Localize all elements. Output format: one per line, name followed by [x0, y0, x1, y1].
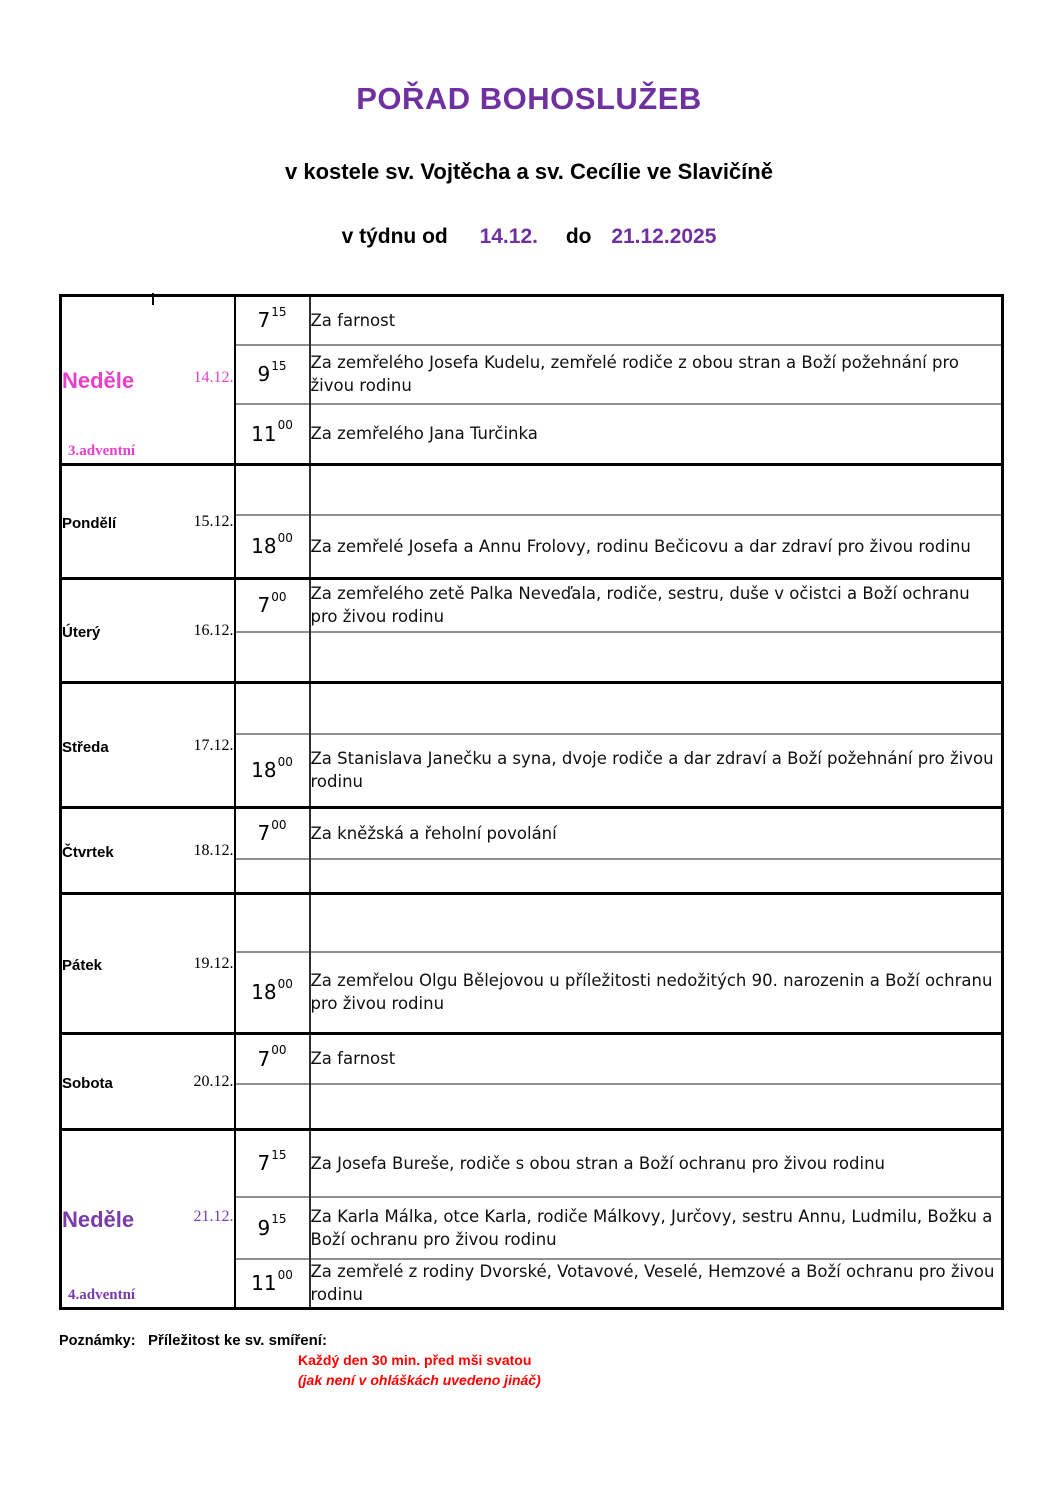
mass-intention-cell [310, 683, 1003, 734]
day-group [61, 465, 1003, 579]
mass-hour: 7 [257, 1046, 271, 1071]
day-header [62, 734, 234, 756]
mass-intention: Za kněžská a řeholní povolání [310, 823, 557, 843]
mass-row [61, 465, 1003, 515]
mass-intention-cell [310, 808, 1003, 859]
mass-time-cell [235, 734, 310, 808]
mass-row [61, 296, 1003, 345]
day-group [61, 296, 1003, 465]
mass-intention-cell [310, 579, 1003, 632]
week-from-date: 14.12. [479, 225, 538, 248]
day-cell [61, 296, 235, 465]
day-header [62, 366, 234, 393]
mass-hour: 18 [251, 534, 277, 559]
day-cell [61, 894, 235, 1034]
day-name: Středa [62, 738, 109, 756]
day-date: 20.12. [193, 1073, 234, 1091]
day-cell [61, 1034, 235, 1130]
day-name: Neděle [62, 1207, 135, 1233]
mass-time-cell [235, 1034, 310, 1084]
mass-intention: Za farnost [310, 310, 396, 330]
mass-intention: Za zemřelé Josefa a Annu Frolovy, rodinu Bečicovu a dar zdraví pro živou rodinu [310, 536, 971, 556]
mass-time-cell [235, 952, 310, 1034]
day-header [62, 1205, 234, 1232]
mass-schedule-table [59, 294, 1004, 1310]
mass-intention: Za zemřelého Jana Turčinka [310, 424, 538, 444]
page-title: POŘAD BOHOSLUŽEB [356, 81, 702, 116]
confession-note-line2: (jak není v ohláškách uvedeno jináč) [298, 1372, 541, 1388]
mass-time-cell [235, 894, 310, 952]
mass-intention-cell [310, 1259, 1003, 1309]
mass-intention: Za Karla Málka, otce Karla, rodiče Málkovy, Jurčovy, sestru Annu, Ludmilu, Božku a Boží ochranu pro živou rodinu [310, 1206, 993, 1249]
day-group [61, 579, 1003, 683]
mass-intention-cell [310, 1197, 1003, 1259]
mass-hour: 9 [257, 1215, 271, 1240]
day-group [61, 1130, 1003, 1309]
mass-row [61, 579, 1003, 632]
mass-hour: 11 [251, 421, 277, 446]
week-range-line [0, 225, 1058, 249]
day-header [62, 510, 234, 532]
day-cell [61, 579, 235, 683]
mass-intention-cell [310, 859, 1003, 894]
mass-time-cell [235, 683, 310, 734]
mass-row [61, 683, 1003, 734]
mass-time-cell [235, 632, 310, 683]
day-cell [61, 465, 235, 579]
mass-intention-cell [310, 1130, 1003, 1197]
day-group [61, 683, 1003, 808]
day-date: 16.12. [193, 622, 234, 640]
mass-intention: Za Josefa Bureše, rodiče s obou stran a Boží ochranu pro živou rodinu [310, 1153, 886, 1173]
mass-intention-cell [310, 345, 1003, 404]
mass-hour: 18 [251, 758, 277, 783]
day-name: Neděle [62, 368, 135, 394]
mass-time-cell [235, 1130, 310, 1197]
mass-intention: Za zemřelého zetě Palka Neveďala, rodiče, sestru, duše v očistci a Boží ochranu pro živou rodinu [310, 584, 970, 627]
day-name: Úterý [62, 624, 101, 642]
day-date: 18.12. [193, 842, 234, 860]
day-name: Sobota [62, 1075, 113, 1093]
mass-intention: Za zemřelé z rodiny Dvorské, Votavové, Veselé, Hemzové a Boží ochranu pro živou rodinu [310, 1262, 995, 1305]
mass-intention-cell [310, 1034, 1003, 1084]
confession-note [298, 1350, 541, 1390]
day-group [61, 1034, 1003, 1130]
day-header [62, 952, 234, 974]
day-date: 21.12. [193, 1208, 234, 1226]
mass-minutes: 15 [271, 1212, 287, 1227]
day-cell [61, 1130, 235, 1309]
day-group [61, 808, 1003, 894]
mass-time-cell [235, 345, 310, 404]
mass-intention-cell [310, 894, 1003, 952]
day-name: Pondělí [62, 515, 117, 533]
mass-minutes: 15 [271, 1147, 287, 1162]
mass-intention: Za zemřelou Olgu Bělejovou u příležitosti nedožitých 90. narozenin a Boží ochranu pro živou rodinu [310, 971, 993, 1014]
mass-hour: 7 [257, 593, 271, 618]
mass-hour: 7 [257, 1151, 271, 1176]
day-name: Čtvrtek [62, 844, 114, 862]
mass-row [61, 894, 1003, 952]
mass-minutes: 15 [271, 304, 287, 319]
mass-row [61, 1034, 1003, 1084]
day-cell [61, 683, 235, 808]
day-group [61, 894, 1003, 1034]
mass-row [61, 808, 1003, 859]
mass-intention-cell [310, 404, 1003, 465]
mass-minutes: 00 [277, 530, 293, 545]
church-subtitle: v kostele sv. Vojtěcha a sv. Cecílie ve Slavičíně [285, 159, 773, 184]
mass-minutes: 00 [271, 1043, 287, 1058]
mass-time-cell [235, 1084, 310, 1130]
mass-hour: 11 [251, 1271, 277, 1296]
day-cell [61, 808, 235, 894]
week-mid-word: do [565, 225, 592, 248]
mass-minutes: 15 [271, 358, 287, 373]
day-note: 3.adventní [68, 443, 136, 459]
day-date: 14.12. [193, 369, 234, 387]
day-date: 19.12. [193, 955, 234, 973]
mass-intention-cell [310, 465, 1003, 515]
mass-intention-cell [310, 632, 1003, 683]
mass-minutes: 00 [277, 976, 293, 991]
day-header [62, 1070, 234, 1092]
day-date: 15.12. [193, 513, 234, 531]
mass-intention-cell [310, 734, 1003, 808]
mass-minutes: 00 [271, 589, 287, 604]
day-date: 17.12. [193, 736, 234, 754]
mass-time-cell [235, 296, 310, 345]
week-prefix: v týdnu od [341, 225, 448, 248]
confession-label: Příležitost ke sv. smíření: [148, 1332, 327, 1349]
mass-intention-cell [310, 1084, 1003, 1130]
day-header [62, 839, 234, 861]
mass-hour: 9 [257, 362, 271, 386]
mass-time-cell [235, 1197, 310, 1259]
column-guide-tick [152, 293, 154, 305]
notes-label: Poznámky: [59, 1333, 136, 1349]
mass-minutes: 00 [277, 754, 293, 769]
mass-time-cell [235, 808, 310, 859]
mass-hour: 7 [257, 308, 271, 333]
mass-row [61, 1130, 1003, 1197]
mass-minutes: 00 [277, 418, 293, 433]
mass-minutes: 00 [271, 817, 287, 832]
mass-minutes: 00 [277, 1267, 293, 1282]
mass-time-cell [235, 404, 310, 465]
mass-intention: Za farnost [310, 1049, 396, 1069]
day-header [62, 619, 234, 641]
mass-time-cell [235, 515, 310, 579]
mass-intention-cell [310, 515, 1003, 579]
mass-hour: 18 [251, 980, 277, 1005]
day-name: Pátek [62, 957, 103, 975]
day-note: 4.adventní [68, 1287, 136, 1303]
mass-intention: Za Stanislava Janečku a syna, dvoje rodiče a dar zdraví a Boží požehnání pro živou rodinu [310, 749, 994, 792]
mass-time-cell [235, 465, 310, 515]
mass-intention-cell [310, 952, 1003, 1034]
mass-intention: Za zemřelého Josefa Kudelu, zemřelé rodiče z obou stran a Boží požehnání pro živou rodinu [310, 353, 959, 395]
mass-time-cell [235, 579, 310, 632]
mass-time-cell [235, 1259, 310, 1309]
mass-hour: 7 [257, 821, 271, 846]
mass-intention-cell [310, 296, 1003, 345]
week-to-date: 21.12.2025 [611, 225, 717, 248]
mass-time-cell [235, 859, 310, 894]
confession-note-line1: Každý den 30 min. před mši svatou [298, 1352, 532, 1368]
